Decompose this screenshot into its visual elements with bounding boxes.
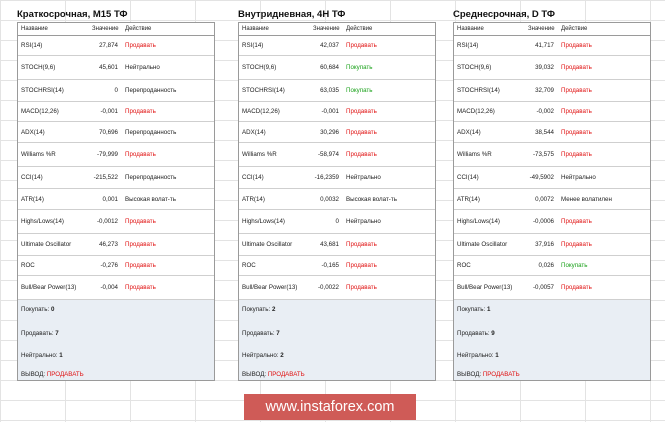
indicator-action: Продавать <box>346 151 377 158</box>
indicator-name: ROC <box>457 262 471 269</box>
table-row <box>18 276 214 300</box>
table-row <box>239 36 435 56</box>
table-row <box>18 167 214 189</box>
indicator-action: Продавать <box>346 262 377 269</box>
table-row <box>18 80 214 102</box>
table-row <box>454 36 650 56</box>
verdict-value: ПРОДАВАТЬ <box>482 371 520 378</box>
indicator-table <box>453 22 651 381</box>
sell-count: 7 <box>276 330 280 337</box>
indicator-value: -0,0022 <box>318 284 339 291</box>
indicator-name: STOCH(9,6) <box>242 64 277 71</box>
indicator-value: -0,165 <box>321 262 339 269</box>
table-row <box>18 122 214 143</box>
table-row <box>454 80 650 102</box>
indicator-table <box>17 22 215 381</box>
indicator-value: 60,684 <box>320 64 339 71</box>
indicator-name: ADX(14) <box>21 128 45 136</box>
neutral-count-line <box>242 352 284 359</box>
buy-count-line <box>457 306 490 313</box>
indicator-value: 70,696 <box>99 128 118 136</box>
indicator-table <box>238 22 436 381</box>
buy-count: 1 <box>486 306 491 313</box>
indicator-action: Покупать <box>346 87 373 94</box>
indicator-name: ROC <box>242 262 256 269</box>
panel-title: Среднесрочная, D ТФ <box>453 9 555 20</box>
indicator-action: Продавать <box>561 151 592 158</box>
indicator-action: Продавать <box>561 87 592 94</box>
indicator-name: MACD(12,26) <box>457 108 495 115</box>
neutral-count: 2 <box>280 352 284 359</box>
table-row <box>454 256 650 276</box>
indicator-action: Продавать <box>346 284 377 291</box>
indicator-value: -0,0012 <box>97 218 118 225</box>
table-header <box>454 23 650 36</box>
header-value: Значение <box>313 26 340 32</box>
verdict-line <box>242 371 305 378</box>
indicator-action: Высокая волат-ть <box>125 195 176 203</box>
table-row <box>454 189 650 210</box>
header-name: Название <box>457 26 484 32</box>
indicator-value: 0 <box>335 218 339 225</box>
indicator-action: Нейтрально <box>346 218 381 225</box>
neutral-label: Нейтрально: <box>242 352 279 359</box>
verdict-value: ПРОДАВАТЬ <box>267 371 305 378</box>
buy-count: 0 <box>50 306 55 313</box>
indicator-name: ATR(14) <box>457 195 480 203</box>
indicator-name: Williams %R <box>21 151 56 158</box>
indicator-value: 0,001 <box>102 195 118 203</box>
table-row <box>239 102 435 122</box>
indicator-action: Продавать <box>561 218 592 225</box>
indicator-name: Highs/Lows(14) <box>21 218 64 225</box>
indicator-action: Продавать <box>125 218 156 225</box>
buy-count: 2 <box>271 306 276 313</box>
sell-label: Продавать: <box>242 330 275 337</box>
indicator-name: ADX(14) <box>457 128 481 136</box>
buy-count-line <box>21 306 54 313</box>
indicator-name: Ultimate Oscillator <box>21 241 72 248</box>
table-row <box>239 167 435 189</box>
indicator-action: Продавать <box>561 128 592 136</box>
indicator-name: MACD(12,26) <box>242 108 280 115</box>
indicator-name: Ultimate Oscillator <box>242 241 293 248</box>
indicator-value: 0,0072 <box>535 195 554 203</box>
table-row <box>239 189 435 210</box>
indicator-name: ADX(14) <box>242 128 266 136</box>
indicator-value: -0,004 <box>100 284 118 291</box>
buy-label: Покупать: <box>242 306 271 313</box>
indicator-action: Продавать <box>346 42 377 49</box>
sell-count: 9 <box>491 330 495 337</box>
panel-m15 <box>17 8 215 381</box>
indicator-name: CCI(14) <box>21 174 43 181</box>
indicator-action: Нейтрально <box>561 174 596 181</box>
indicator-name: MACD(12,26) <box>21 108 59 115</box>
panel-title: Внутридневная, 4Н ТФ <box>238 9 346 20</box>
indicator-name: Bull/Bear Power(13) <box>457 284 513 291</box>
table-row <box>454 56 650 80</box>
table-row <box>18 189 214 210</box>
table-header <box>18 23 214 36</box>
summary-block <box>454 300 650 380</box>
indicator-action: Продавать <box>346 108 377 115</box>
indicator-value: -0,0057 <box>533 284 554 291</box>
indicator-value: -215,522 <box>93 174 118 181</box>
table-row <box>239 276 435 300</box>
indicator-action: Покупать <box>346 64 373 71</box>
verdict-line <box>457 371 520 378</box>
table-row <box>18 36 214 56</box>
indicator-name: ATR(14) <box>21 195 44 203</box>
header-name: Название <box>21 26 48 32</box>
table-row <box>454 102 650 122</box>
neutral-count-line <box>21 352 63 359</box>
indicator-value: 45,601 <box>99 64 118 71</box>
indicator-action: Нейтрально <box>125 64 160 71</box>
sell-label: Продавать: <box>457 330 490 337</box>
verdict-value: ПРОДАВАТЬ <box>46 371 84 378</box>
header-action: Действие <box>125 26 152 32</box>
sell-count-line <box>21 330 59 337</box>
indicator-value: 0,0032 <box>320 195 339 203</box>
indicator-action: Продавать <box>346 128 377 136</box>
summary-block <box>18 300 214 380</box>
indicator-value: -0,0006 <box>533 218 554 225</box>
indicator-action: Перепроданность <box>125 174 177 181</box>
indicator-action: Продавать <box>125 151 156 158</box>
indicator-value: -79,999 <box>97 151 118 158</box>
neutral-count: 1 <box>59 352 63 359</box>
buy-label: Покупать: <box>457 306 486 313</box>
neutral-count-line <box>457 352 499 359</box>
table-row <box>454 122 650 143</box>
indicator-action: Продавать <box>125 108 156 115</box>
indicator-name: STOCHRSI(14) <box>457 87 500 94</box>
indicator-value: 63,035 <box>320 87 339 94</box>
indicator-value: 0,026 <box>538 262 554 269</box>
indicator-action: Продавать <box>125 42 156 49</box>
table-row <box>454 167 650 189</box>
indicator-value: -0,276 <box>100 262 118 269</box>
indicator-action: Перепроданность <box>125 128 177 136</box>
indicator-value: 30,296 <box>320 128 339 136</box>
indicator-action: Продавать <box>561 64 592 71</box>
table-row <box>18 234 214 256</box>
sell-label: Продавать: <box>21 330 54 337</box>
indicator-action: Продавать <box>125 284 156 291</box>
indicator-name: RSI(14) <box>21 42 43 49</box>
indicator-value: 46,273 <box>99 241 118 248</box>
indicator-action: Продавать <box>561 284 592 291</box>
sell-count-line <box>242 330 280 337</box>
summary-block <box>239 300 435 380</box>
indicator-name: STOCHRSI(14) <box>21 87 64 94</box>
sell-count-line <box>457 330 495 337</box>
header-action: Действие <box>346 26 373 32</box>
indicator-name: RSI(14) <box>242 42 264 49</box>
indicator-action: Менее волатилен <box>561 195 612 203</box>
indicator-value: 0 <box>114 87 118 94</box>
verdict-label: ВЫВОД: <box>242 371 267 378</box>
verdict-label: ВЫВОД: <box>21 371 46 378</box>
indicator-name: CCI(14) <box>242 174 264 181</box>
table-row <box>454 210 650 234</box>
table-row <box>454 234 650 256</box>
indicator-name: Ultimate Oscillator <box>457 241 508 248</box>
indicator-name: STOCH(9,6) <box>457 64 492 71</box>
indicator-action: Продавать <box>561 42 592 49</box>
indicator-value: -0,001 <box>100 108 118 115</box>
indicator-value: 39,032 <box>535 64 554 71</box>
table-row <box>18 102 214 122</box>
buy-count-line <box>242 306 275 313</box>
panel-d1 <box>453 8 651 381</box>
header-value: Значение <box>528 26 555 32</box>
sell-count: 7 <box>55 330 59 337</box>
indicator-value: -0,002 <box>536 108 554 115</box>
indicator-action: Перепроданность <box>125 87 177 94</box>
indicator-value: -73,575 <box>533 151 554 158</box>
table-row <box>239 80 435 102</box>
indicator-value: 38,544 <box>535 128 554 136</box>
indicator-value: -16,2359 <box>314 174 339 181</box>
indicator-name: STOCHRSI(14) <box>242 87 285 94</box>
buy-label: Покупать: <box>21 306 50 313</box>
indicator-action: Продавать <box>125 241 156 248</box>
indicator-value: 32,709 <box>535 87 554 94</box>
table-row <box>239 256 435 276</box>
indicator-action: Высокая волат-ть <box>346 195 397 203</box>
table-row <box>18 143 214 167</box>
instaforex-logo[interactable]: www.instaforex.com <box>244 394 416 420</box>
indicator-value: -0,001 <box>321 108 339 115</box>
neutral-count: 1 <box>495 352 499 359</box>
table-row <box>239 210 435 234</box>
panel-title: Краткосрочная, М15 ТФ <box>17 9 128 20</box>
indicator-value: -58,974 <box>318 151 339 158</box>
indicator-action: Покупать <box>561 262 588 269</box>
verdict-label: ВЫВОД: <box>457 371 482 378</box>
table-row <box>239 56 435 80</box>
indicator-value: 37,916 <box>535 241 554 248</box>
table-row <box>239 143 435 167</box>
neutral-label: Нейтрально: <box>457 352 494 359</box>
indicator-name: Highs/Lows(14) <box>457 218 500 225</box>
table-row <box>454 143 650 167</box>
indicator-action: Продавать <box>561 108 592 115</box>
table-row <box>18 256 214 276</box>
indicator-name: ROC <box>21 262 35 269</box>
indicator-name: STOCH(9,6) <box>21 64 56 71</box>
header-action: Действие <box>561 26 588 32</box>
verdict-line <box>21 371 84 378</box>
indicator-name: ATR(14) <box>242 195 265 203</box>
indicator-action: Продавать <box>346 241 377 248</box>
indicator-name: Williams %R <box>242 151 277 158</box>
indicator-name: Bull/Bear Power(13) <box>21 284 77 291</box>
indicator-action: Нейтрально <box>346 174 381 181</box>
neutral-label: Нейтрально: <box>21 352 58 359</box>
table-row <box>18 56 214 80</box>
indicator-value: 43,681 <box>320 241 339 248</box>
indicator-name: Highs/Lows(14) <box>242 218 285 225</box>
table-row <box>239 122 435 143</box>
table-row <box>454 276 650 300</box>
indicator-action: Продавать <box>125 262 156 269</box>
header-name: Название <box>242 26 269 32</box>
header-value: Значение <box>92 26 119 32</box>
indicator-name: RSI(14) <box>457 42 479 49</box>
indicator-action: Продавать <box>561 241 592 248</box>
indicator-name: CCI(14) <box>457 174 479 181</box>
indicator-name: Bull/Bear Power(13) <box>242 284 298 291</box>
indicator-value: -49,5902 <box>529 174 554 181</box>
panel-h4 <box>238 8 436 381</box>
indicator-value: 42,037 <box>320 42 339 49</box>
indicator-value: 27,874 <box>99 42 118 49</box>
indicator-value: 41,717 <box>535 42 554 49</box>
indicator-name: Williams %R <box>457 151 492 158</box>
table-header <box>239 23 435 36</box>
table-row <box>239 234 435 256</box>
table-row <box>18 210 214 234</box>
